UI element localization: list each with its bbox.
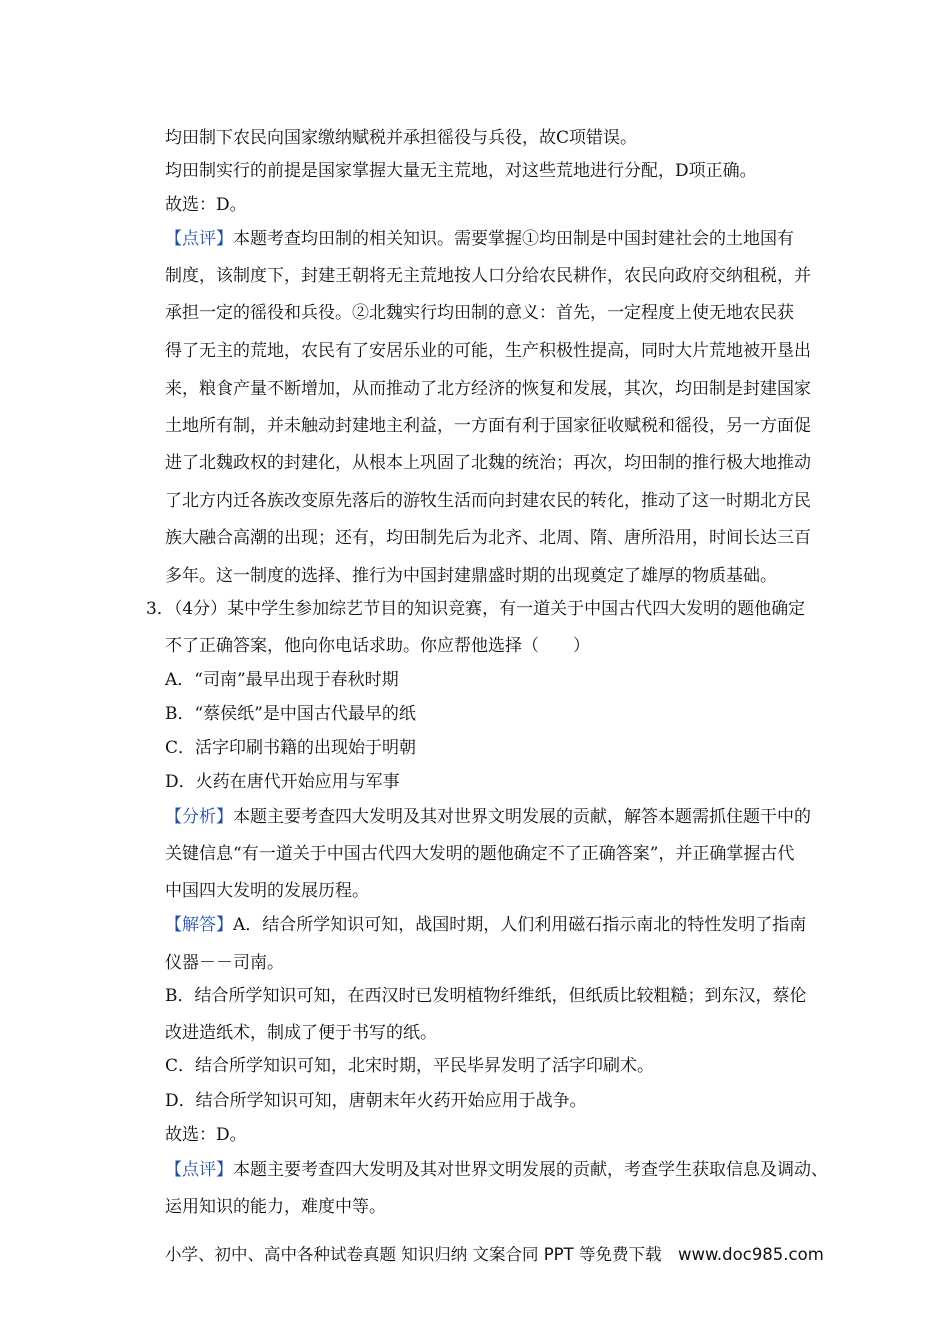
text-line: [165, 228, 794, 250]
line-text: 均田制下农民向国家缴纳赋税并承担徭役与兵役，故C项错误。: [165, 128, 638, 148]
line-text: 了北方内迁各族改变原先落后的游牧生活而向封建农民的转化，推动了这一时期北方民: [165, 491, 811, 511]
line-text: 承担一定的徭役和兵役。②北魏实行均田制的意义：首先，一定程度上使无地农民获: [165, 303, 794, 323]
line-text: 本题主要考查四大发明及其对世界文明发展的贡献，考查学生获取信息及调动、: [233, 1160, 828, 1180]
line-text: 仪器－－司南。: [165, 953, 284, 973]
text-line: [165, 127, 637, 149]
text-line: [165, 1159, 828, 1181]
text-line: [165, 160, 757, 182]
text-line: [165, 265, 811, 287]
text-line: [165, 843, 794, 865]
option-a: [165, 669, 399, 691]
line-text: D．火药在唐代开始应用与军事: [165, 772, 400, 792]
line-text: 均田制实行的前提是国家掌握大量无主荒地，对这些荒地进行分配，D项正确。: [165, 161, 757, 181]
line-text: A．结合所学知识可知，战国时期，人们利用磁石指示南北的特性发明了指南: [233, 915, 807, 935]
line-text: 改进造纸术，制成了便于书写的纸。: [165, 1023, 437, 1043]
line-text: C．结合所学知识可知，北宋时期，平民毕昇发明了活字印刷术。: [165, 1056, 655, 1076]
text-line: [165, 194, 247, 216]
option-b: [165, 703, 416, 725]
text-line: [165, 378, 811, 400]
option-d: [165, 771, 400, 793]
text-line: [165, 1196, 386, 1218]
line-text: B．结合所学知识可知，在西汉时已发明植物纤维纸，但纸质比较粗糙；到东汉，蔡伦: [165, 986, 807, 1006]
text-line: [165, 527, 811, 549]
line-text: B．“蔡侯纸”是中国古代最早的纸: [165, 704, 416, 724]
section-tag-label: 【点评】: [165, 229, 233, 249]
text-line: [165, 565, 777, 587]
text-line: [165, 452, 811, 474]
line-text: D．结合所学知识可知，唐朝末年火药开始应用于战争。: [165, 1091, 587, 1111]
text-line: [165, 1055, 654, 1077]
text-line: [165, 1090, 587, 1112]
line-text: 多年。这一制度的选择、推行为中国封建鼎盛时期的出现奠定了雄厚的物质基础。: [165, 566, 777, 586]
line-text: 运用知识的能力，难度中等。: [165, 1197, 386, 1217]
line-text: 故选：D。: [165, 195, 247, 215]
page-footer: 小学、初中、高中各种试卷真题 知识归纳 文案合同 PPT 等免费下载 www.doc985.com: [165, 1245, 824, 1264]
text-line: [165, 985, 807, 1007]
text-line: [165, 914, 806, 936]
line-text: 进了北魏政权的封建化，从根本上巩固了北魏的统治；再次，均田制的推行极大地推动: [165, 453, 811, 473]
line-text: 本题考查均田制的相关知识。需要掌握①均田制是中国封建社会的土地国有: [233, 229, 794, 249]
text-line: [165, 302, 794, 324]
text-line: [165, 880, 369, 902]
line-text: 得了无主的荒地，农民有了安居乐业的可能，生产积极性提高，同时大片荒地被开垦出: [165, 341, 811, 361]
section-tag-label: 【分析】: [165, 807, 233, 827]
line-text: 本题主要考查四大发明及其对世界文明发展的贡献，解答本题需抓住题干中的: [233, 807, 811, 827]
text-line: [165, 1022, 437, 1044]
line-text: A．“司南”最早出现于春秋时期: [165, 670, 399, 690]
question-3-stem: [146, 598, 805, 620]
option-c: [165, 737, 416, 759]
text-line: [165, 635, 590, 657]
line-text: 关键信息“有一道关于中国古代四大发明的题他确定不了正确答案”，并正确掌握古代: [165, 844, 795, 864]
line-text: 故选：D。: [165, 1125, 247, 1145]
line-text: 来，粮食产量不断增加，从而推动了北方经济的恢复和发展，其次，均田制是封建国家: [165, 379, 811, 399]
text-line: [165, 415, 811, 437]
line-text: 中国四大发明的发展历程。: [165, 881, 369, 901]
text-line: [165, 1124, 247, 1146]
line-text: 不了正确答案，他向你电话求助。你应帮他选择（ ）: [165, 636, 590, 656]
line-text: C．活字印刷书籍的出现始于明朝: [165, 738, 417, 758]
line-text: 族大融合高潮的出现；还有，均田制先后为北齐、北周、隋、唐所沿用，时间长达三百: [165, 528, 811, 548]
text-line: [165, 806, 811, 828]
line-text: 制度，该制度下，封建王朝将无主荒地按人口分给农民耕作，农民向政府交纳租税，并: [165, 266, 811, 286]
text-line: [165, 952, 284, 974]
section-tag-label: 【解答】: [165, 915, 233, 935]
text-line: [165, 340, 811, 362]
line-text: 土地所有制，并未触动封建地主利益，一方面有利于国家征收赋税和徭役，另一方面促: [165, 416, 811, 436]
line-text: 3．（4分）某中学生参加综艺节目的知识竞赛，有一道关于中国古代四大发明的题他确定: [146, 599, 806, 619]
section-tag-label: 【点评】: [165, 1160, 233, 1180]
text-line: [165, 490, 811, 512]
